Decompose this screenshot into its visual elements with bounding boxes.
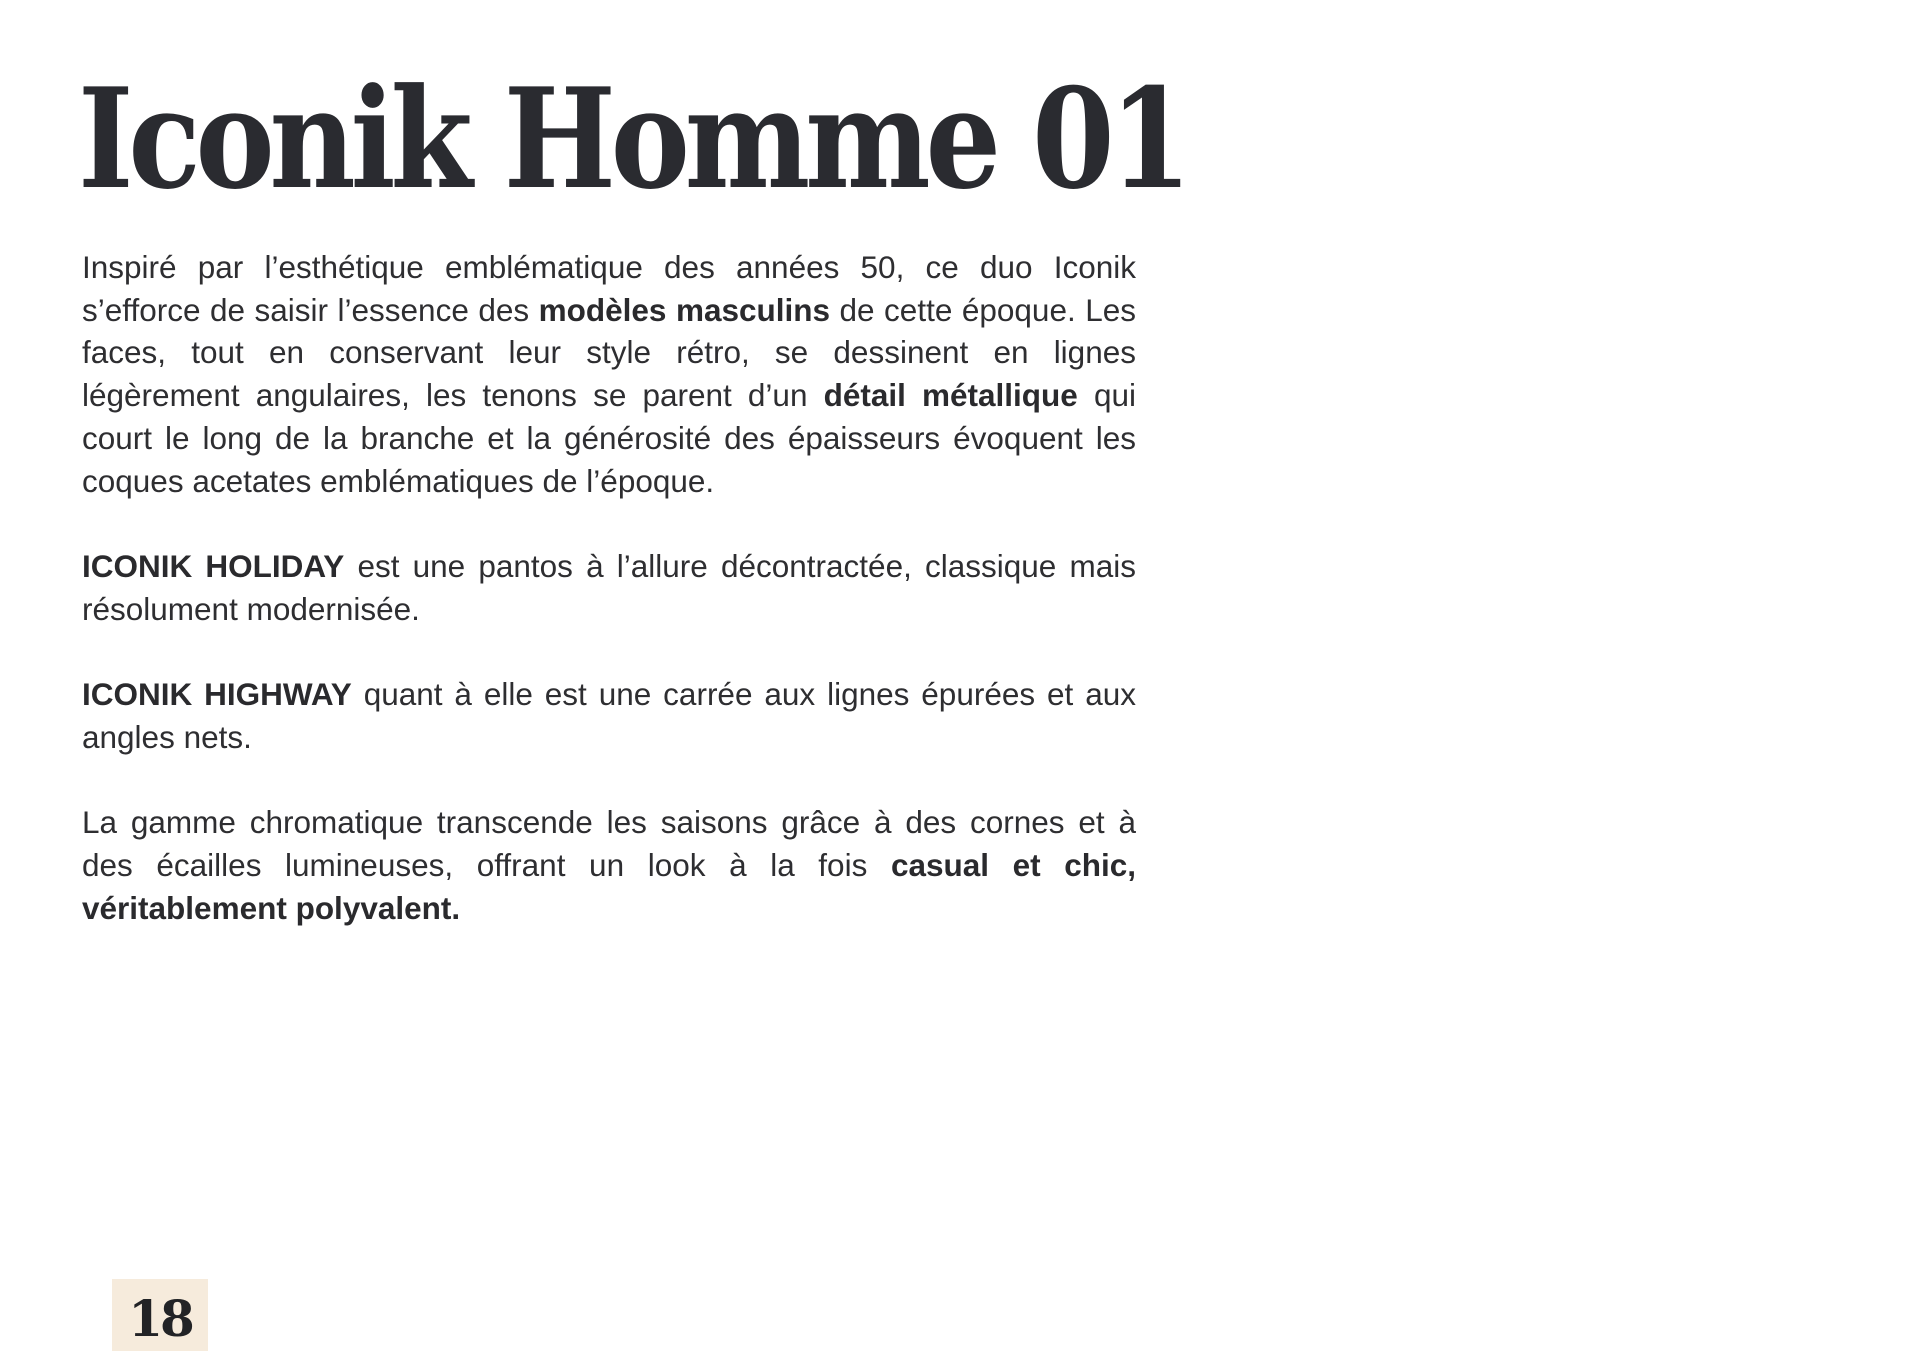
colors-paragraph	[82, 801, 1136, 929]
text-span: est une pantos à l’allure décontractée, classique mais résolument modernisée.	[82, 547, 1136, 627]
model-name: ICONIK HOLIDAY	[82, 547, 345, 584]
bold-text-span: casual et chic, véritablement polyvalent.	[82, 846, 1136, 926]
text-span: Inspiré par l’esthétique emblématique des années 50, ce duo Iconik s’efforce de saisir l’essence des	[82, 249, 1136, 328]
page-number-badge	[112, 1279, 208, 1351]
bold-text-span: modèles masculins	[538, 291, 831, 328]
text-span: qui court le long de la branche et la générosité des épaisseurs évoquent les coques acetates emblématiques de l’époque.	[82, 377, 1136, 499]
text-span: quant à elle est une carrée aux lignes épurées et aux angles nets.	[82, 676, 1136, 755]
text-span: La gamme chromatique transcende les saisons grâce à des cornes et à des écailles lumineuses, offrant un look à la fois	[82, 804, 1136, 883]
bold-text-span: détail métallique	[823, 377, 1078, 414]
highway-paragraph	[82, 673, 1136, 758]
page-number: 18	[128, 1289, 192, 1348]
page-title: Iconik Homme 01	[78, 57, 1187, 220]
holiday-paragraph	[82, 545, 1136, 630]
intro-paragraph	[82, 246, 1136, 502]
text-span: de cette époque. Les faces, tout en conservant leur style rétro, se dessinent en lignes légèrement angulaires, les tenons se parent d’un	[82, 291, 1136, 414]
body-text	[82, 246, 1136, 972]
model-name: ICONIK HIGHWAY	[82, 676, 352, 712]
